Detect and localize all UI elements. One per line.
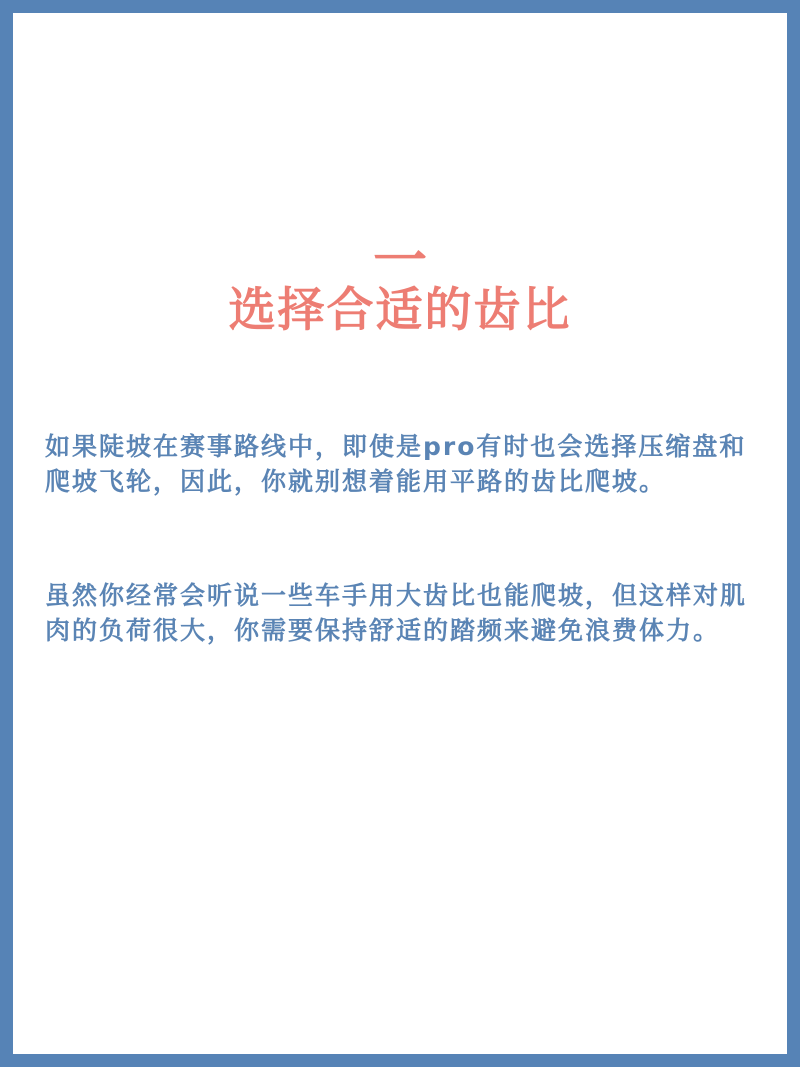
section-number: 一 [373,229,427,292]
body-paragraph-1: 如果陡坡在赛事路线中，即使是pro有时也会选择压缩盘和爬坡飞轮，因此，你就别想着能用平路的齿比爬坡。 [45,432,747,496]
section-title: 选择合适的齿比 [228,283,572,338]
page-frame [13,13,787,1054]
body-paragraph-2: 虽然你经常会听说一些车手用大齿比也能爬坡，但这样对肌肉的负荷很大，你需要保持舒适的踏频来避免浪费体力。 [45,581,748,645]
